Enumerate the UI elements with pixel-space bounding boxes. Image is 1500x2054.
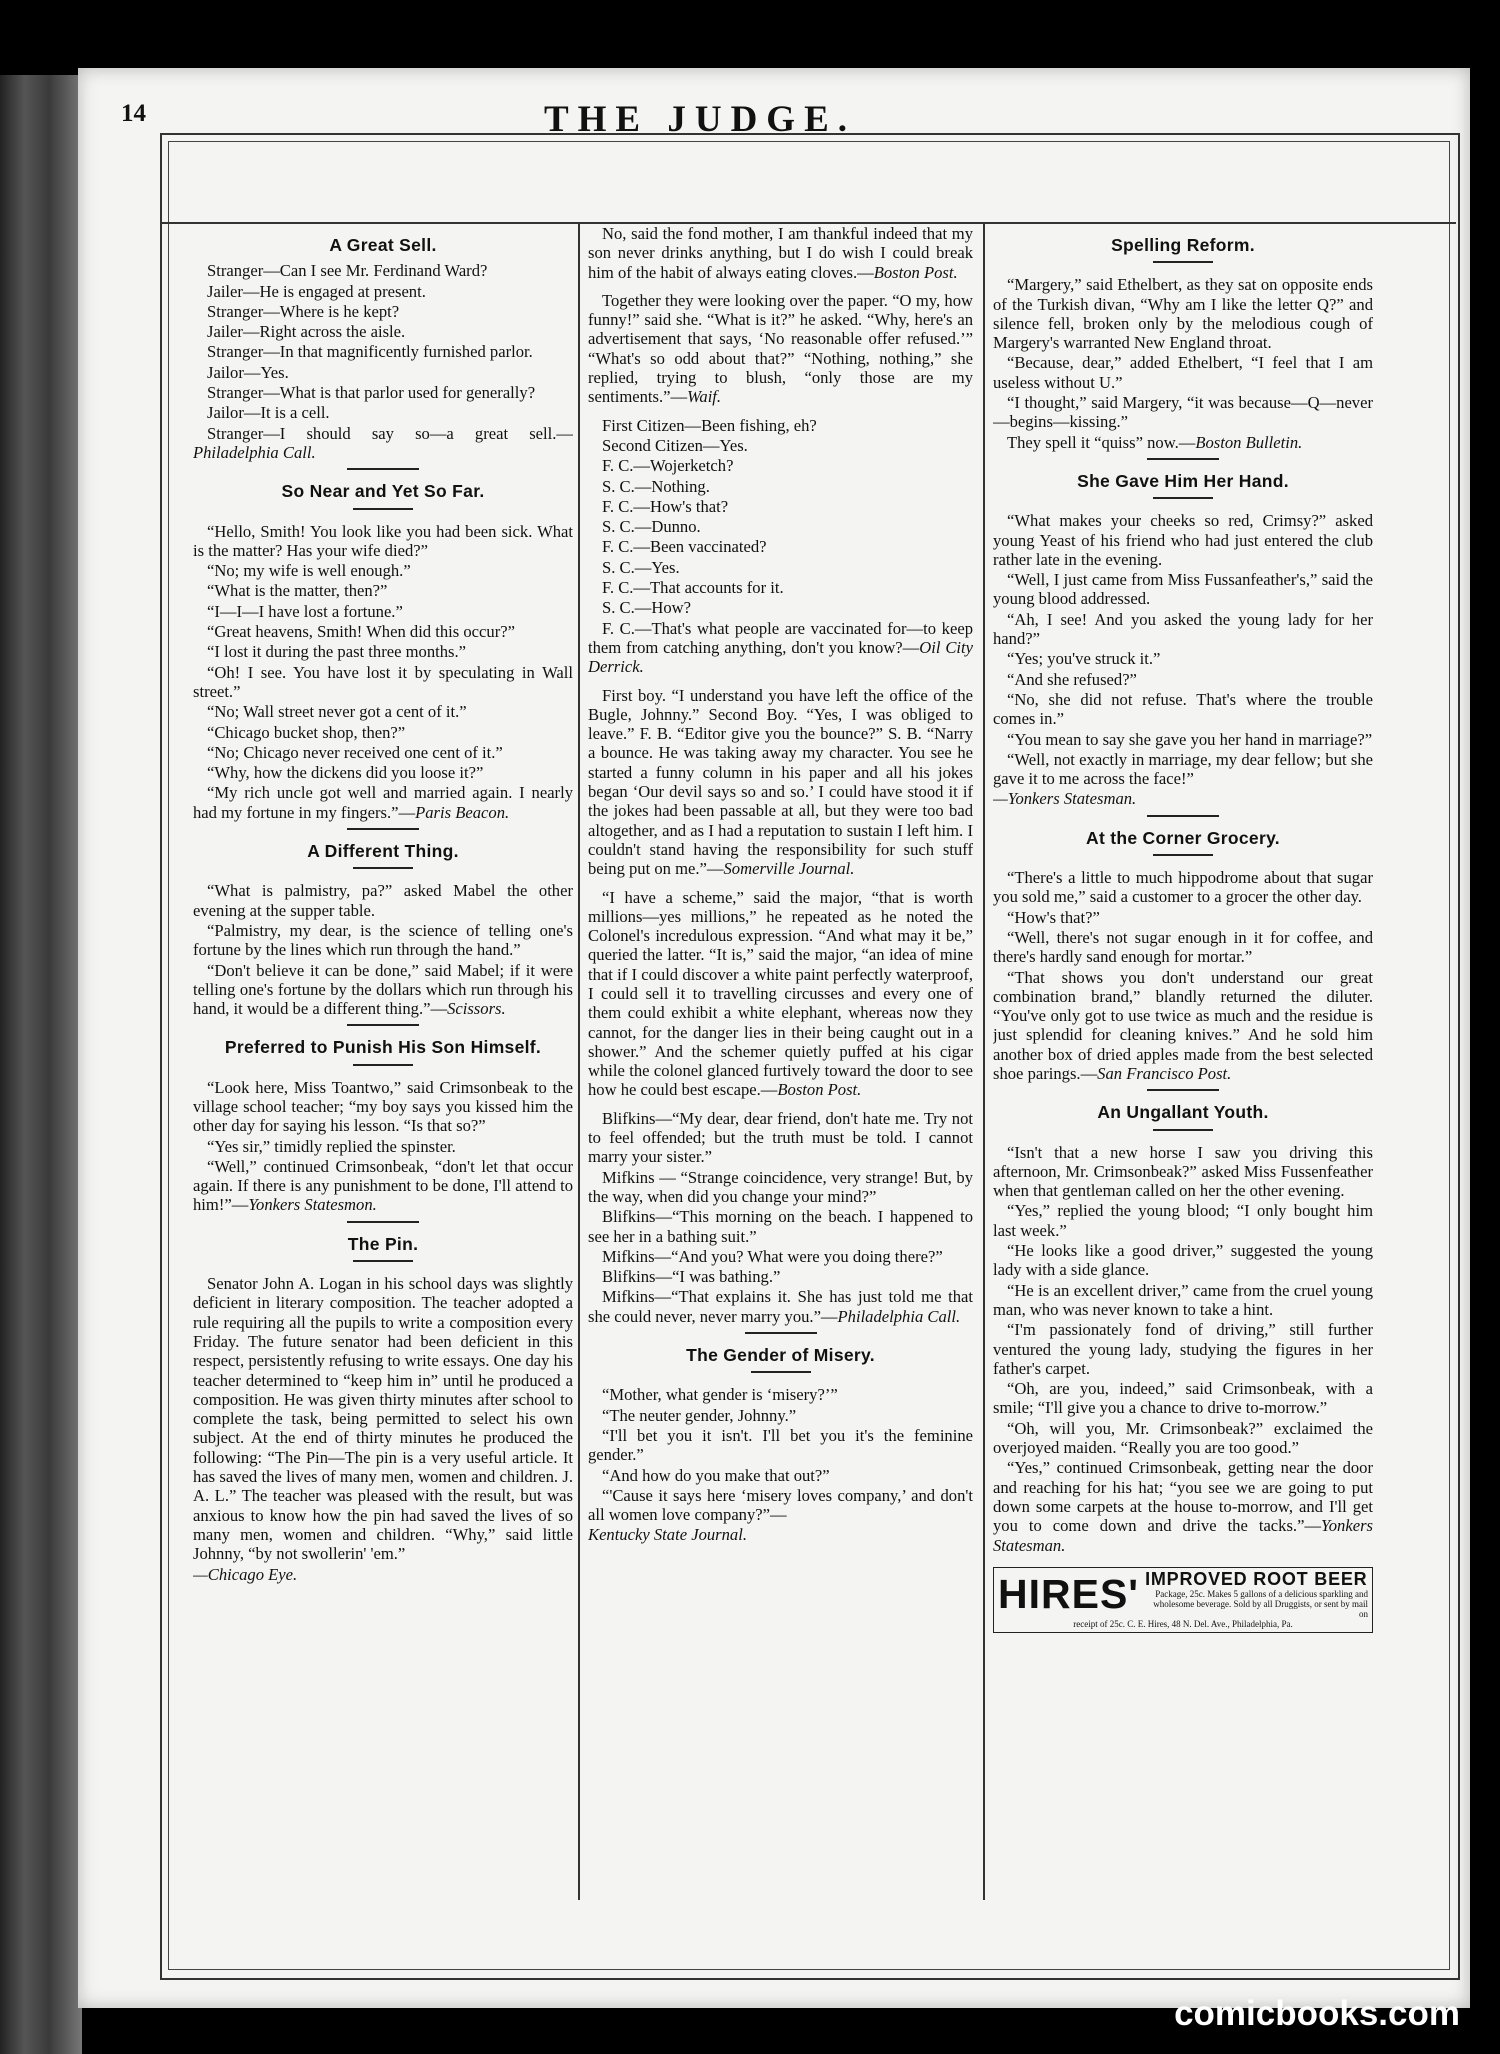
column-rule bbox=[578, 224, 580, 1900]
paragraph: “Yes; you've struck it.” bbox=[1007, 649, 1161, 669]
paragraph: F. C.—How's that? bbox=[602, 496, 729, 516]
paragraph: “I'm passionately fond of driving,” still further ventured the young lady, studying the figures in her father's carpet. bbox=[993, 1320, 1373, 1378]
paragraph: Mifkins—“That explains it. She has just told me that she could never, never marry you.”—Philadelphia Call. bbox=[588, 1287, 973, 1326]
column-3 bbox=[993, 224, 1373, 1900]
ad-brand: HIRES' bbox=[998, 1571, 1140, 1618]
ad-footer: receipt of 25c. C. E. Hires, 48 N. Del. Ave., Philadelphia, Pa. bbox=[1073, 1619, 1293, 1630]
paragraph: “Great heavens, Smith! When did this occur?” bbox=[207, 622, 515, 642]
paragraph: “He looks like a good driver,” suggested the young lady with a side glance. bbox=[993, 1241, 1373, 1280]
paragraph: “What is palmistry, pa?” asked Mabel the other evening at the supper table. bbox=[193, 881, 573, 920]
paragraph: Stranger—Can I see Mr. Ferdinand Ward? bbox=[207, 261, 488, 281]
paragraph: “I'll bet you it isn't. I'll bet you it's the feminine gender.” bbox=[588, 1425, 973, 1465]
paragraph: “Hello, Smith! You look like you had been sick. What is the matter? Has your wife died?” bbox=[193, 521, 573, 560]
credit: San Francisco Post. bbox=[1097, 1063, 1232, 1083]
article-title: So Near and Yet So Far. bbox=[281, 481, 485, 502]
paragraph: Together they were looking over the paper. “O my, how funny!” said she. “What is it?” he asked. “Why, here's an advertisement that says, ‘No reasonable offer refused.’” “What's so odd about that?” “Nothing, nothing,” she replied, trying to blush, “only those are my sentiments.”—Waif. bbox=[588, 290, 973, 407]
paragraph: “Why, how the dickens did you loose it?” bbox=[207, 763, 484, 783]
column-rule bbox=[983, 224, 985, 1900]
paragraph: “Yes sir,” timidly replied the spinster. bbox=[207, 1136, 456, 1156]
paragraph: F. C.—That accounts for it. bbox=[602, 578, 784, 598]
paragraph: “Well, I just came from Miss Fussanfeather's,” said the young blood addressed. bbox=[993, 570, 1373, 609]
article-body bbox=[993, 1143, 1373, 1555]
divider bbox=[745, 1332, 817, 1334]
paragraph: “I lost it during the past three months.” bbox=[207, 642, 466, 662]
paragraph: “The neuter gender, Johnny.” bbox=[602, 1405, 797, 1425]
divider bbox=[353, 508, 413, 510]
dialog bbox=[588, 416, 973, 677]
credit: Yonkers Statesman. bbox=[993, 1516, 1373, 1555]
credit: Waif. bbox=[687, 387, 722, 407]
paragraph: No, said the fond mother, I am thankful indeed that my son never drinks anything, but I do wish I could break him of the habit of always eating cloves.—Boston Post. bbox=[588, 224, 973, 282]
divider bbox=[1153, 261, 1213, 263]
paragraph: “No; Wall street never got a cent of it.” bbox=[207, 702, 467, 722]
article-title: She Gave Him Her Hand. bbox=[1077, 470, 1289, 491]
column-2 bbox=[588, 224, 973, 1900]
divider bbox=[1153, 1129, 1213, 1131]
credit: Scissors. bbox=[447, 999, 506, 1019]
divider bbox=[1147, 458, 1219, 460]
paragraph: Blifkins—“This morning on the beach. I happened to see her in a bathing suit.” bbox=[588, 1207, 973, 1246]
paragraph: Stranger—Where is he kept? bbox=[207, 301, 400, 321]
article-body bbox=[993, 275, 1373, 452]
credit: Paris Beacon. bbox=[415, 802, 510, 822]
article-title: The Pin. bbox=[347, 1233, 419, 1254]
paragraph: “What makes your cheeks so red, Crimsy?” asked young Yeast of his friend who had just entered the club rather late in the evening. bbox=[993, 511, 1373, 569]
paragraph: “My rich uncle got well and married again. I nearly had my fortune in my fingers.”—Paris Beacon. bbox=[193, 783, 573, 822]
divider bbox=[1147, 1089, 1219, 1091]
paragraph: “Well, there's not sugar enough in it for coffee, and there's hardly sand enough for mortar.” bbox=[993, 927, 1373, 967]
paragraph: “Mother, what gender is ‘misery?’” bbox=[602, 1385, 838, 1405]
paragraph: Stranger—What is that parlor used for generally? bbox=[207, 383, 536, 403]
divider bbox=[353, 1064, 413, 1066]
watermark: comicbooks.com bbox=[1174, 1994, 1460, 2033]
article-title: A Great Sell. bbox=[329, 235, 437, 255]
credit: Philadelphia Call. bbox=[837, 1306, 961, 1326]
divider bbox=[1153, 497, 1213, 499]
article-body bbox=[193, 522, 573, 822]
paragraph: “I—I—I have lost a fortune.” bbox=[207, 601, 403, 621]
dialog bbox=[588, 1109, 973, 1326]
paragraph: They spell it “quiss” now.—Boston Bulletin. bbox=[1007, 432, 1303, 452]
paragraph: “No; my wife is well enough.” bbox=[207, 561, 411, 581]
paragraph: “I have a scheme,” said the major, “that is worth millions—yes millions,” he repeated as he noted the Colonel's incredulous expression. “And what may it be,” queried the latter. “It is,” said the major, “an idea of mine that if I could discover a white paint perfectly waterproof, I could sell it to travelling circusses and every one of them could exhibit a white elephant, whereas now they cannot, for the danger lies in their being caught out in a shower.” And the schemer quietly puffed at his cigar while the colonel glanced furtively toward the door to see how he could best escape.—Boston Post. bbox=[588, 887, 973, 1100]
article-body bbox=[588, 1385, 973, 1544]
credit: —Chicago Eye. bbox=[193, 1564, 298, 1584]
paragraph: First boy. “I understand you have left the office of the Bugle, Johnny.” Second Boy. “Yes, I was obliged to leave.” F. B. “Editor give you the bounce?” S. B. “Narry a bounce. He was taking away my character. You see he started a funny column in his paper and all his jokes began ‘Our devil says so and so.’ I could have stood it if the jokes had been passable at all, but they were too bad altogether, and as I had a reputation to sustain I left him. I couldn't stand having the responsibility for such stuff being put on me.”—Somerville Journal. bbox=[588, 685, 973, 879]
paragraph: “What is the matter, then?” bbox=[207, 581, 388, 601]
credit: Boston Post. bbox=[873, 262, 958, 282]
paragraph: “Ah, I see! And you asked the young lady for her hand?” bbox=[993, 609, 1373, 649]
article-title: An Ungallant Youth. bbox=[1097, 1102, 1269, 1123]
paragraph: “No, she did not refuse. That's where the trouble comes in.” bbox=[993, 689, 1373, 729]
paragraph: “Margery,” said Ethelbert, as they sat on opposite ends of the Turkish divan, “Why am I like the letter Q?” and silence fell, broken only by the melodious cough of Margery's warranted New England throat. bbox=[993, 275, 1373, 353]
paragraph: “Oh, are you, indeed,” said Crimsonbeak, with a smile; “I'll give you a chance to drive to-morrow.” bbox=[993, 1379, 1373, 1418]
credit: Philadelphia Call. bbox=[193, 442, 316, 462]
root-beer-advertisement bbox=[993, 1567, 1373, 1633]
article-title: Preferred to Punish His Son Himself. bbox=[224, 1037, 542, 1058]
paragraph: “Isn't that a new horse I saw you driving this afternoon, Mr. Crimsonbeak?” asked Miss Fussenfeather when that gentleman called on her the other evening. bbox=[993, 1142, 1373, 1201]
paragraph: F. C.—That's what people are vaccinated for—to keep them from catching anything, don't you know?—Oil City Derrick. bbox=[588, 618, 973, 677]
paragraph: “That shows you don't understand our great combination brand,” blandly returned the diluter. “You've only got to use twice as much and the residue is just splendid for cleaning knives.” And he sold him another box of dried apples made from the best selected shoe parings.—San Francisco Post. bbox=[993, 967, 1373, 1083]
credit: Oil City Derrick. bbox=[588, 637, 973, 677]
paragraph: “You mean to say she gave you her hand in marriage?” bbox=[1007, 729, 1373, 749]
paragraph: F. C.—Wojerketch? bbox=[602, 456, 734, 476]
paragraph: Jailer—He is engaged at present. bbox=[207, 281, 426, 301]
divider bbox=[751, 1371, 811, 1373]
paragraph: S. C.—Yes. bbox=[602, 557, 680, 577]
paragraph: “And she refused?” bbox=[1007, 669, 1137, 689]
paragraph: Mifkins — “Strange coincidence, very strange! But, by the way, when did you change your mind?” bbox=[588, 1167, 973, 1206]
credit: Boston Bulletin. bbox=[1195, 432, 1303, 452]
article-title: Spelling Reform. bbox=[1111, 235, 1255, 255]
ad-description: Package, 25c. Makes 5 gallons of a delicious sparkling and wholesome beverage. Sold by all Druggists, or sent by mail on bbox=[1153, 1589, 1368, 1620]
credit: —Yonkers Statesman. bbox=[993, 789, 1137, 809]
paragraph: “No; Chicago never received one cent of it.” bbox=[207, 742, 503, 762]
paragraph: “Chicago bucket shop, then?” bbox=[207, 722, 406, 742]
paragraph: F. C.—Been vaccinated? bbox=[602, 537, 767, 557]
credit: Boston Post. bbox=[777, 1080, 862, 1100]
paragraph: Jailor—It is a cell. bbox=[207, 403, 330, 423]
paragraph: “He is an excellent driver,” came from the cruel young man, who was never known to take a hint. bbox=[993, 1280, 1373, 1319]
article-body bbox=[193, 881, 573, 1018]
article-title: The Gender of Misery. bbox=[686, 1345, 875, 1366]
divider bbox=[1153, 854, 1213, 856]
column-1 bbox=[193, 224, 573, 1900]
paragraph: First Citizen—Been fishing, eh? bbox=[602, 415, 817, 435]
article-body bbox=[193, 261, 573, 462]
paragraph: S. C.—How? bbox=[602, 598, 691, 618]
article-title: At the Corner Grocery. bbox=[1086, 827, 1280, 848]
article-title: A Different Thing. bbox=[307, 841, 459, 862]
masthead: THE JUDGE. bbox=[543, 99, 857, 140]
paragraph: Stranger—In that magnificently furnished parlor. bbox=[207, 342, 533, 362]
paragraph: Blifkins—“I was bathing.” bbox=[602, 1267, 781, 1287]
credit: Somerville Journal. bbox=[723, 859, 855, 879]
paragraph: Senator John A. Logan in his school days was slightly deficient in literary composition. The teacher adopted a rule requiring all the pupils to write a composition every Friday. The future senator had been deficient in this respect, persistently refusing to write essays. One day his teacher determined to “keep him in” until he produced a composition. He was given thirty minutes after school to complete the task, being permitted to select his own subject. At the end of thirty minutes he produced the following: “The Pin—The pin is a very useful article. It has saved the lives of many men, women and children. J. A. L.” The teacher was pleased with the result, but was anxious to know how the pin had saved the lives of so many men, women and children. “Why,” said little Johnny, “by not swollerin' 'em.” bbox=[193, 1274, 573, 1564]
paragraph: “Don't believe it can be done,” said Mabel; if it were telling one's fortune by the dollars which run through his hand, it would be a different thing.”—Scissors. bbox=[193, 960, 573, 1019]
divider bbox=[347, 468, 419, 470]
paragraph: “'Cause it says here ‘misery loves company,’ and don't all women love company?”— bbox=[588, 1485, 973, 1525]
paragraph: S. C.—Dunno. bbox=[602, 517, 701, 537]
paragraph: “Oh! I see. You have lost it by speculating in Wall street.” bbox=[193, 662, 573, 701]
page-number: 14 bbox=[121, 100, 146, 127]
divider bbox=[1147, 815, 1219, 817]
article-body bbox=[993, 868, 1373, 1083]
divider bbox=[353, 867, 413, 869]
paragraph: “Palmistry, my dear, is the science of telling one's fortune by the lines which run through the hand.” bbox=[193, 920, 573, 960]
divider bbox=[347, 828, 419, 830]
paragraph: “Yes,” replied the young blood; “I only bought him last week.” bbox=[993, 1201, 1373, 1240]
paragraph: “Oh, will you, Mr. Crimsonbeak?” exclaimed the overjoyed maiden. “Really you are too good.” bbox=[993, 1418, 1373, 1458]
paragraph: “How's that?” bbox=[1007, 907, 1100, 927]
paragraph: “Yes,” continued Crimsonbeak, getting near the door and reaching for his hat; “you see we are going to put down some carpets at the house to-morrow, and I'll get you to come down and drive the tacks.”—Yonkers Statesman. bbox=[993, 1458, 1373, 1555]
paragraph: “Well,” continued Crimsonbeak, “don't let that occur again. If there is any punishment to be done, I'll attend to him!”—Yonkers Statesmon. bbox=[193, 1156, 573, 1215]
paragraph: S. C.—Nothing. bbox=[602, 476, 710, 496]
paragraph: “Look here, Miss Toantwo,” said Crimsonbeak to the village school teacher; “my boy says you kissed him the other day for saying his lesson. “Is that so?” bbox=[193, 1077, 573, 1136]
divider bbox=[347, 1221, 419, 1223]
ad-text bbox=[1145, 1570, 1368, 1619]
paragraph: Mifkins—“And you? What were you doing there?” bbox=[602, 1246, 943, 1266]
ad-title: IMPROVED ROOT BEER bbox=[1145, 1568, 1368, 1589]
paragraph: “I thought,” said Margery, “it was because—Q—never—begins—kissing.” bbox=[993, 393, 1373, 432]
credit: Yonkers Statesmon. bbox=[248, 1195, 377, 1215]
binding bbox=[0, 75, 82, 2054]
paragraph: Blifkins—“My dear, dear friend, don't hate me. Try not to feel offended; but the truth must be told. I cannot marry your sister.” bbox=[588, 1108, 973, 1167]
paragraph: Stranger—I should say so—a great sell.— Philadelphia Call. bbox=[193, 423, 573, 462]
paragraph: “Because, dear,” added Ethelbert, “I feel that I am useless without U.” bbox=[993, 353, 1373, 392]
credit: Kentucky State Journal. bbox=[588, 1525, 747, 1545]
paragraph: Jailor—Yes. bbox=[207, 362, 289, 382]
article-body bbox=[193, 1078, 573, 1215]
paragraph: “And how do you make that out?” bbox=[602, 1465, 830, 1485]
article-body bbox=[193, 1274, 573, 1584]
article-body bbox=[993, 511, 1373, 808]
divider bbox=[353, 1260, 413, 1262]
paragraph: Second Citizen—Yes. bbox=[602, 435, 748, 455]
paragraph: “Well, not exactly in marriage, my dear fellow; but she gave it to me across the face!” bbox=[993, 749, 1373, 789]
paragraph: Jailer—Right across the aisle. bbox=[207, 322, 406, 342]
paragraph: “There's a little to much hippodrome about that sugar you sold me,” said a customer to a grocer the other day. bbox=[993, 868, 1373, 907]
divider bbox=[347, 1024, 419, 1026]
